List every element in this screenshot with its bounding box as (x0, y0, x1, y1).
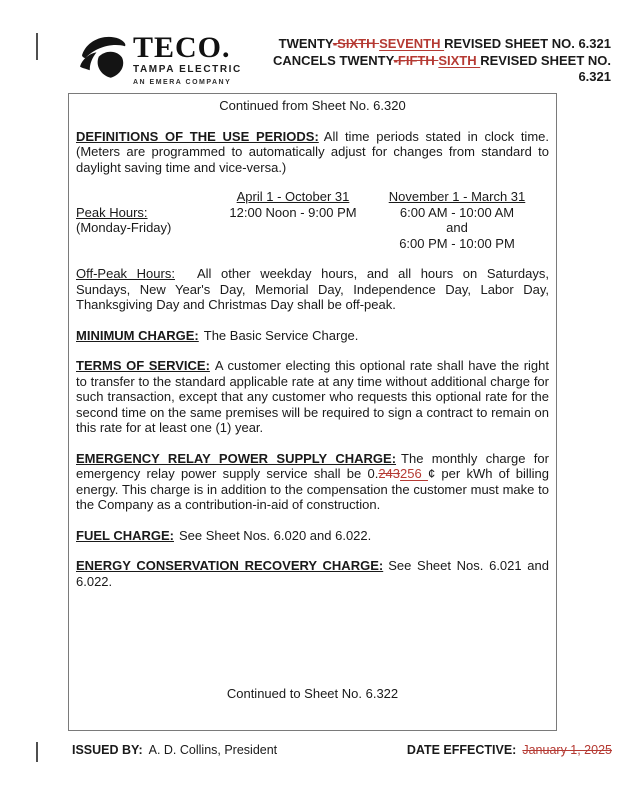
minimum-charge-text: The Basic Service Charge. (203, 327, 359, 343)
teco-falcon-icon (80, 28, 128, 84)
november-peak-hours-2: 6:00 PM - 10:00 PM (399, 235, 515, 251)
revision-line2-old: -FIFTH (393, 52, 439, 68)
emergency-relay-label: EMERGENCY RELAY POWER SUPPLY CHARGE: (76, 450, 397, 466)
revision-line-3: 6.321 (578, 69, 611, 84)
date-effective-label: DATE EFFECTIVE: (406, 743, 517, 757)
peak-table-col-april (218, 189, 368, 205)
terms-of-service-text: A customer electing this optional rate shall have the right to transfer to the standard applicable rate at any time without additional charge for such transaction, except that any customer who requests this optional rate for the second time on the same premises will be required to sign a contract to remain on this rate for at least one (1) year. (76, 358, 549, 435)
revision-change-marker-top (36, 33, 38, 60)
peak-table-empty-cell (218, 236, 368, 252)
issued-by (72, 743, 277, 757)
peak-table-empty-cell (76, 236, 218, 252)
fuel-charge-label: FUEL CHARGE: (76, 527, 174, 543)
peak-table-col-november (368, 189, 546, 205)
teco-logo-text (133, 28, 242, 86)
november-peak-hours-1: 6:00 AM - 10:00 AM (399, 204, 515, 220)
revision-line2-post: REVISED SHEET NO. (480, 52, 611, 68)
date-effective (407, 743, 612, 757)
definitions-paragraph (76, 129, 549, 176)
teco-logo (80, 28, 242, 86)
teco-wordmark: TECO. (133, 31, 231, 64)
peak-table-empty-cell (218, 220, 368, 236)
revision-line-2 (251, 53, 611, 70)
revision-line1-new: SEVENTH (379, 36, 445, 51)
fuel-charge-paragraph (76, 528, 549, 544)
revision-line2-new: SIXTH (438, 52, 481, 68)
revision-line1-old: -SIXTH (332, 36, 380, 51)
revision-line1-pre: TWENTY (278, 36, 333, 51)
terms-of-service-label: TERMS OF SERVICE: (76, 358, 210, 373)
revision-block (251, 36, 611, 86)
april-column-header: April 1 - October 31 (236, 189, 350, 204)
issued-by-value: A. D. Collins, President (148, 743, 278, 757)
off-peak-label: Off-Peak Hours: (76, 266, 175, 281)
energy-conservation-paragraph (76, 558, 549, 589)
energy-conservation-label: ENERGY CONSERVATION RECOVERY CHARGE: (76, 558, 384, 573)
november-peak-and: and (446, 220, 468, 235)
revision-change-marker-bottom (36, 742, 38, 762)
off-peak-text: All other weekday hours, and all hours on Saturdays, Sundays, New Year's Day, Memorial Day, Independence Day, Labor Day, Thanksgiving Day and Christmas Day shall be off-peak. (76, 266, 550, 312)
sheet-body-box (68, 93, 557, 731)
off-peak-paragraph (76, 266, 549, 313)
revision-line-1 (251, 36, 611, 53)
peak-hours-row-sublabel: (Monday-Friday) (76, 220, 172, 235)
date-effective-value: January 1, 2025 (522, 743, 612, 757)
peak-hours-table (76, 189, 549, 251)
peak-hours-label: Peak Hours: (76, 204, 148, 220)
minimum-charge-label: MINIMUM CHARGE: (76, 327, 199, 343)
emergency-relay-text-post: ¢ per kWh of billing energy. This charge is in addition to the compensation the customer must make to the Company as a contribution-in-aid of construction. (76, 466, 550, 512)
emergency-relay-text-pre: The monthly charge for emergency relay power supply service shall be 0. (76, 450, 549, 481)
peak-table-empty-cell (76, 189, 218, 205)
minimum-charge-paragraph (76, 328, 549, 344)
issued-by-label: ISSUED BY: (72, 743, 143, 757)
teco-company-name: TAMPA ELECTRIC (133, 64, 242, 75)
fuel-charge-text: See Sheet Nos. 6.020 and 6.022. (178, 527, 372, 543)
terms-of-service-paragraph (76, 358, 549, 436)
definitions-label: DEFINITIONS OF THE USE PERIODS: (76, 128, 319, 144)
definitions-text: All time periods stated in clock time. (Meters are programmed to automatically adjust for changes from standard to daylight saving time and vice-versa.) (76, 128, 549, 175)
november-column-header: November 1 - March 31 (388, 189, 526, 204)
peak-hours-row-label (76, 205, 218, 221)
emergency-new-rate: 256 (400, 466, 428, 481)
revision-line2-pre: CANCELS TWENTY (272, 52, 394, 68)
emergency-relay-paragraph (76, 451, 549, 513)
teco-tagline: AN EMERA COMPANY (133, 79, 232, 86)
revision-line1-post: REVISED SHEET NO. 6.321 (444, 36, 611, 51)
emergency-old-rate: 243 (378, 466, 401, 481)
continued-to-note: Continued to Sheet No. 6.322 (226, 685, 399, 701)
continued-from-note: Continued from Sheet No. 6.320 (219, 98, 406, 113)
april-peak-hours: 12:00 Noon - 9:00 PM (229, 204, 357, 220)
sheet-footer (72, 743, 612, 757)
energy-conservation-text: See Sheet Nos. 6.021 and 6.022. (76, 558, 549, 589)
